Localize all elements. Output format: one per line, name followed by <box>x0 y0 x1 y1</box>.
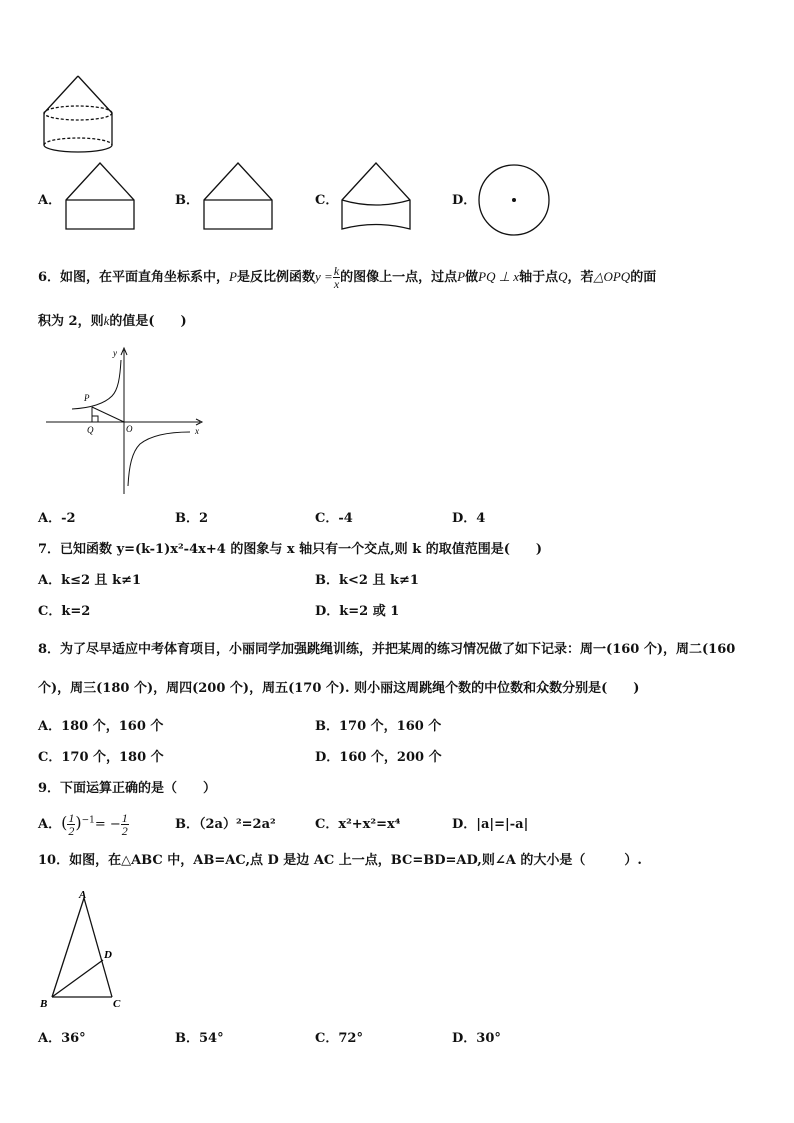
q9-option-a[interactable]: A．( $\frac{1}{2}$ )$^{-1}$= − $\frac{1}{2}$ <box>38 811 128 838</box>
q8-option-a[interactable]: A．180 个，160 个 <box>38 719 164 734</box>
q8-option-c[interactable]: C．170 个，180 个 <box>38 750 164 765</box>
q10-stem: 10．如图，在△ABC 中，AB=AC,点 D 是边 AC 上一点，BC=BD=AD,则∠A 的大小是（ ）. <box>38 853 642 868</box>
origin-label: O <box>126 424 133 434</box>
q8-stem-line1: 8．为了尽早适应中考体育项目，小丽同学加强跳绳训练，并把某周的练习情况做了如下记录：周一(160 个)，周二(160 <box>38 642 736 657</box>
vertex-a-label: A <box>79 889 87 901</box>
q6-option-a[interactable]: A．-2 <box>38 511 76 526</box>
q5-option-d[interactable]: D． <box>452 193 477 208</box>
vertex-c-label: C <box>113 998 121 1010</box>
q9-option-b[interactable]: B．（2a）²=2a² <box>175 817 276 832</box>
q8-option-d[interactable]: D．160 个，200 个 <box>315 750 442 765</box>
q10-option-b[interactable]: B．54° <box>175 1031 224 1046</box>
vertex-d-label: D <box>104 949 112 961</box>
q9-stem: 9．下面运算正确的是（ ） <box>38 781 217 796</box>
q10-option-d[interactable]: D．30° <box>452 1031 501 1046</box>
q10-option-a[interactable]: A．36° <box>38 1031 86 1046</box>
q10-option-c[interactable]: C．72° <box>315 1031 363 1046</box>
q5-option-c[interactable]: C． <box>315 193 339 208</box>
point-p-label: P <box>84 393 90 403</box>
q8-option-b[interactable]: B．170 个，160 个 <box>315 719 442 734</box>
q7-option-b[interactable]: B．k<2 且 k≠1 <box>315 573 419 588</box>
q6-stem-line1: 6．如图，在平面直角坐标系中，P是反比例函数y = $\frac{k}{x}$ 的图像上一点，过点P做PQ ⊥ x轴于点Q，若△OPQ的面 <box>38 264 657 291</box>
q7-option-d[interactable]: D．k=2 或 1 <box>315 604 400 619</box>
q6-option-d[interactable]: D．4 <box>452 511 486 526</box>
q7-option-a[interactable]: A．k≤2 且 k≠1 <box>38 573 142 588</box>
x-axis-label: x <box>195 426 199 436</box>
q7-stem: 7．已知函数 y=(k-1)x²-4x+4 的图象与 x 轴只有一个交点,则 k 的取值范围是( ) <box>38 542 543 557</box>
q8-stem-line2: 个)，周三(180 个)，周四(200 个)，周五(170 个). 则小丽这周跳绳个数的中位数和众数分别是( ) <box>38 681 640 696</box>
vertex-b-label: B <box>40 998 48 1010</box>
k-over-x-fraction: $\frac{k}{x}$ <box>333 264 340 291</box>
q9-option-c[interactable]: C．x²+x²=x⁴ <box>315 817 401 832</box>
q6-option-c[interactable]: C．-4 <box>315 511 353 526</box>
point-q-label: Q <box>87 425 94 435</box>
q6-option-b[interactable]: B．2 <box>175 511 209 526</box>
q5-option-b[interactable]: B． <box>175 193 199 208</box>
q7-option-c[interactable]: C．k=2 <box>38 604 91 619</box>
q6-stem-line2: 积为 2，则k的值是( ) <box>38 313 187 329</box>
q9-option-d[interactable]: D．|a|=|-a| <box>452 817 529 832</box>
q5-option-a[interactable]: A． <box>38 193 62 208</box>
y-axis-label: y <box>113 348 117 358</box>
